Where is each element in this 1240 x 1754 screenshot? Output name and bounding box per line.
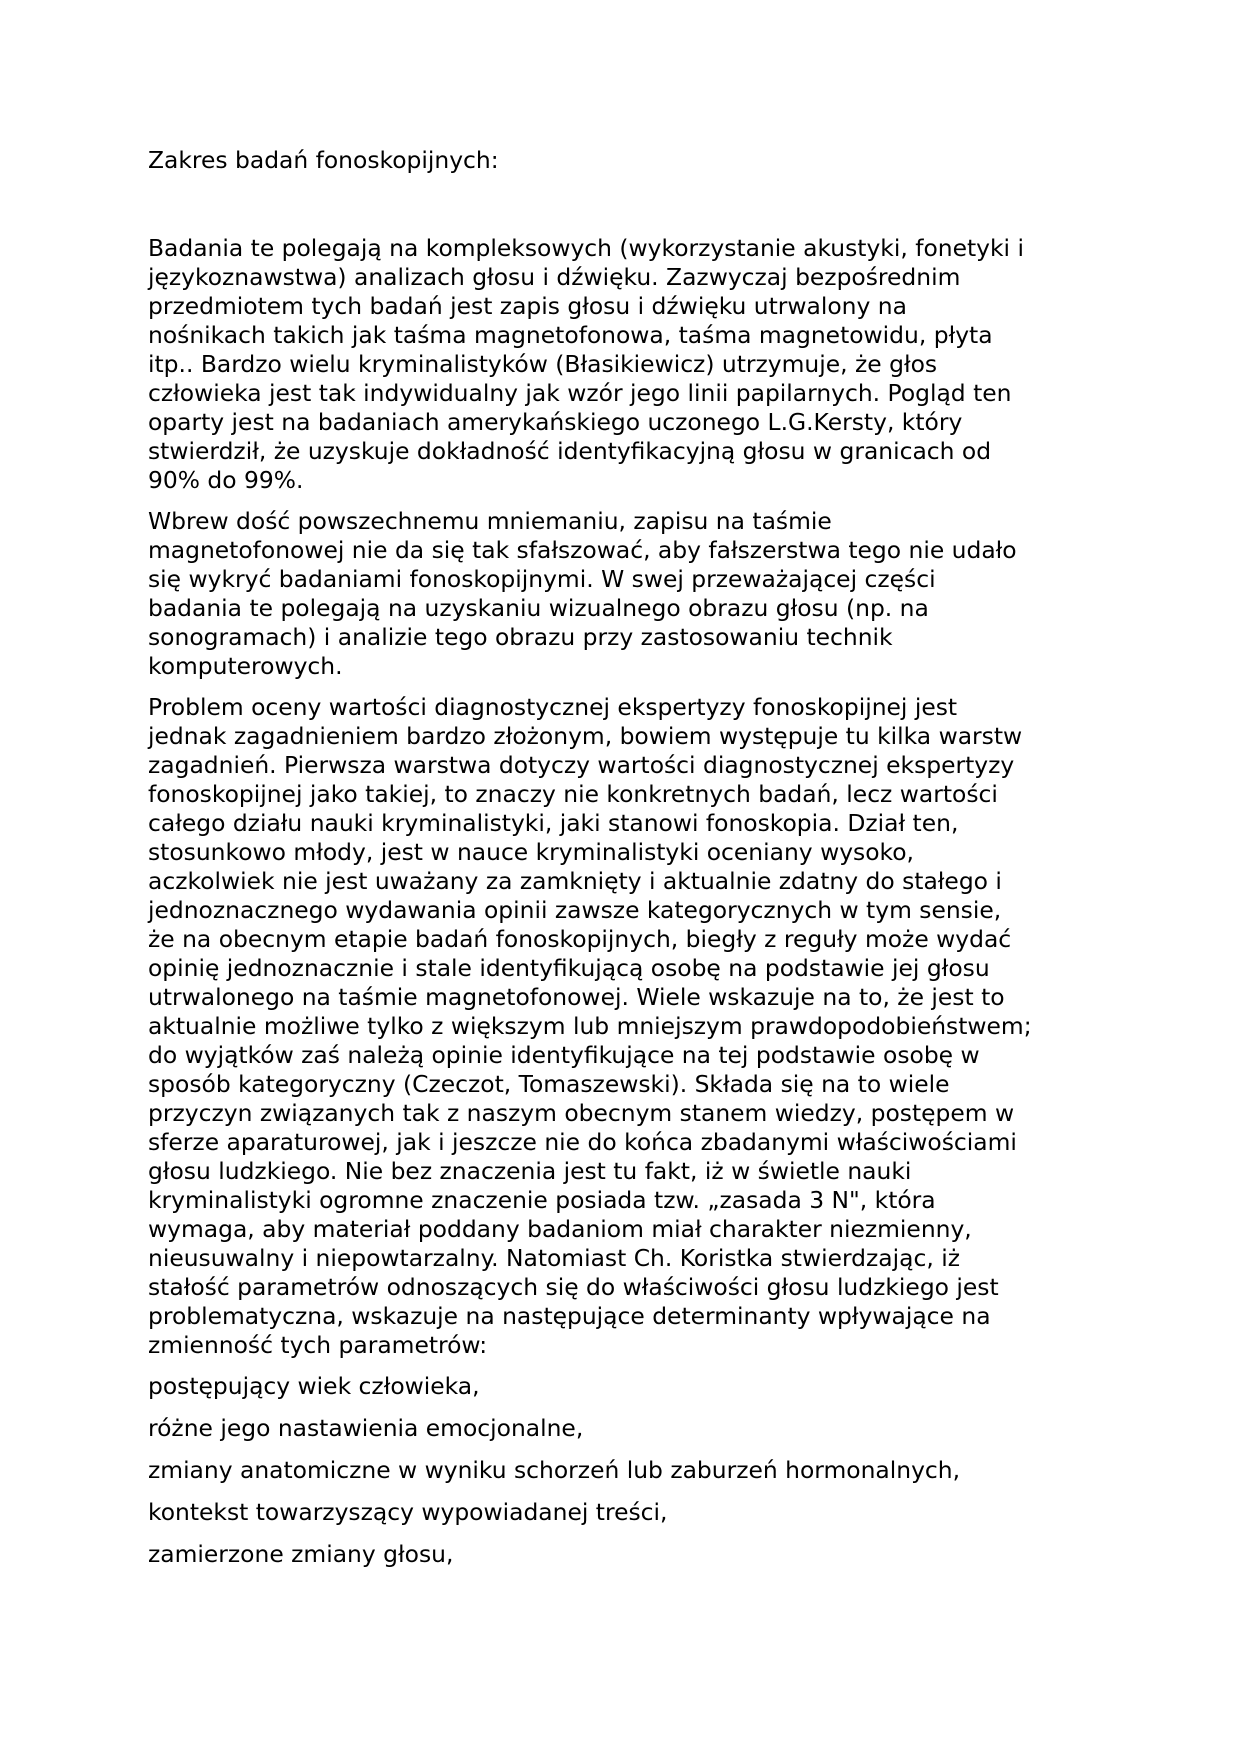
paragraph-line: przedmiotem tych badań jest zapis głosu i dźwięku utrwalony na <box>148 292 907 320</box>
paragraph-line: zmienność tych parametrów: <box>148 1331 488 1359</box>
paragraph-line: głosu ludzkiego. Nie bez znaczenia jest tu fakt, iż w świetle nauki <box>148 1157 912 1185</box>
paragraph-line: opinię jednoznacznie i stale identyfikującą osobę na podstawie jej głosu <box>148 954 990 982</box>
document-heading: Zakres badań fonoskopijnych: <box>148 146 499 174</box>
paragraph-line: komputerowych. <box>148 652 343 680</box>
paragraph-line: aktualnie możliwe tylko z większym lub mniejszym prawdopodobieństwem; <box>148 1012 1032 1040</box>
paragraph-line: jednoznacznego wydawania opinii zawsze kategorycznych w tym sensie, <box>148 896 1002 924</box>
paragraph-line: 90% do 99%. <box>148 466 304 494</box>
body-paragraph <box>148 693 1098 1360</box>
paragraph-line: stosunkowo młody, jest w nauce kryminalistyki oceniany wysoko, <box>148 838 914 866</box>
paragraph-line: sonogramach) i analizie tego obrazu przy zastosowaniu technik <box>148 623 893 651</box>
paragraph-line: itp.. Bardzo wielu kryminalistyków (Błasikiewicz) utrzymuje, że głos <box>148 350 938 378</box>
paragraph-line: aczkolwiek nie jest uważany za zamknięty i aktualnie zdatny do stałego i <box>148 867 1002 895</box>
paragraph-line: całego działu nauki kryminalistyki, jaki stanowi fonoskopia. Dział ten, <box>148 809 959 837</box>
paragraph-line: stwierdził, że uzyskuje dokładność identyfikacyjną głosu w granicach od <box>148 437 992 465</box>
paragraph-line: sposób kategoryczny (Czeczot, Tomaszewski). Składa się na to wiele <box>148 1070 950 1098</box>
paragraph-line: sferze aparaturowej, jak i jeszcze nie do końca zbadanymi właściwościami <box>148 1128 1017 1156</box>
paragraph-line: problematyczna, wskazuje na następujące determinanty wpływające na <box>148 1302 991 1330</box>
list-item: kontekst towarzyszący wypowiadanej treści, <box>148 1498 668 1526</box>
paragraph-line: jednak zagadnieniem bardzo złożonym, bowiem występuje tu kilka warstw <box>148 722 1023 750</box>
paragraph-line: że na obecnym etapie badań fonoskopijnych, biegły z reguły może wydać <box>148 925 1012 953</box>
body-paragraph <box>148 507 1098 681</box>
paragraph-line: fonoskopijnej jako takiej, to znaczy nie konkretnych badań, lecz wartości <box>148 780 998 808</box>
paragraph-line: Badania te polegają na kompleksowych (wykorzystanie akustyki, fonetyki i <box>148 234 1024 262</box>
body-paragraph <box>148 234 1098 495</box>
paragraph-line: nośnikach takich jak taśma magnetofonowa, taśma magnetowidu, płyta <box>148 321 993 349</box>
paragraph-line: magnetofonowej nie da się tak sfałszować, aby fałszerstwa tego nie udało <box>148 536 1017 564</box>
paragraph-line: stałość parametrów odnoszących się do właściwości głosu ludzkiego jest <box>148 1273 999 1301</box>
document-body <box>148 146 1098 1582</box>
paragraphs-container <box>148 234 1098 1360</box>
paragraph-line: przyczyn związanych tak z naszym obecnym stanem wiedzy, postępem w <box>148 1099 1015 1127</box>
list-item: zmiany anatomiczne w wyniku schorzeń lub zaburzeń hormonalnych, <box>148 1456 961 1484</box>
paragraph-line: Problem oceny wartości diagnostycznej ekspertyzy fonoskopijnej jest <box>148 693 958 721</box>
list-item: postępujący wiek człowieka, <box>148 1372 480 1400</box>
list-item: różne jego nastawienia emocjonalne, <box>148 1414 584 1442</box>
paragraph-line: Wbrew dość powszechnemu mniemaniu, zapisu na taśmie <box>148 507 832 535</box>
paragraph-line: wymaga, aby materiał poddany badaniom miał charakter niezmienny, <box>148 1215 972 1243</box>
paragraph-line: utrwalonego na taśmie magnetofonowej. Wiele wskazuje na to, że jest to <box>148 983 1005 1011</box>
paragraph-line: człowieka jest tak indywidualny jak wzór jego linii papilarnych. Pogląd ten <box>148 379 1012 407</box>
paragraph-line: zagadnień. Pierwsza warstwa dotyczy wartości diagnostycznej ekspertyzy <box>148 751 1015 779</box>
paragraph-line: badania te polegają na uzyskaniu wizualnego obrazu głosu (np. na <box>148 594 929 622</box>
paragraph-line: nieusuwalny i niepowtarzalny. Natomiast Ch. Koristka stwierdzając, iż <box>148 1244 960 1272</box>
determinants-list <box>148 1372 1098 1569</box>
list-item: zamierzone zmiany głosu, <box>148 1540 454 1568</box>
paragraph-line: oparty jest na badaniach amerykańskiego uczonego L.G.Kersty, który <box>148 408 963 436</box>
paragraph-line: językoznawstwa) analizach głosu i dźwięku. Zazwyczaj bezpośrednim <box>148 263 961 291</box>
paragraph-line: kryminalistyki ogromne znaczenie posiada tzw. „zasada 3 N", która <box>148 1186 936 1214</box>
paragraph-line: się wykryć badaniami fonoskopijnymi. W swej przeważającej części <box>148 565 936 593</box>
paragraph-line: do wyjątków zaś należą opinie identyfikujące na tej podstawie osobę w <box>148 1041 980 1069</box>
